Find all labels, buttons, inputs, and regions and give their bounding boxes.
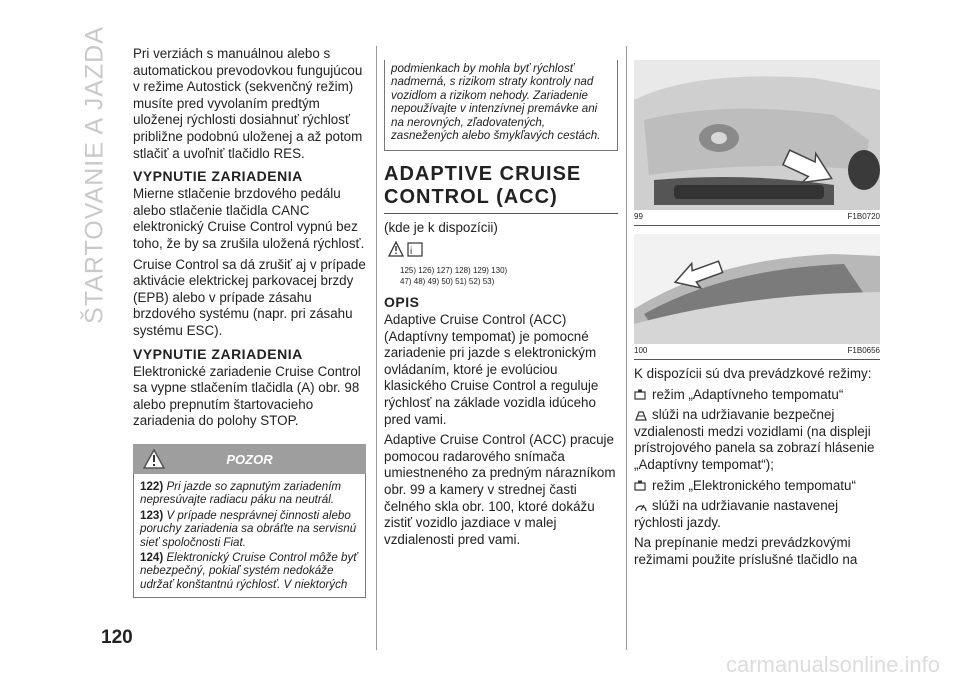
warning-item: 122) Pri jazde so zapnutým zariadením nepresúvajte radiacu páku na neutrál.: [140, 479, 342, 507]
figure-windshield-camera: [634, 234, 880, 344]
mode-item: režim „Elektronického tempomatu“: [634, 478, 880, 495]
paragraph: Adaptive Cruise Control (ACC) pracuje pomocou radarového snímača umiestneného za predným nárazníkom obr. 99 a kamery v strednej časti čelného skla obr. 100, ktoré dokážu zistiť vozidlo jazdiace v malej vzdialenosti pred vami.: [384, 432, 616, 547]
availability-note: (kde je k dispozícii): [384, 220, 498, 236]
warning-item: 123) V prípade nesprávnej činnosti alebo poruchy zariadenia sa obráťte na servisnú sieť spoločnosti Fiat.: [140, 508, 357, 549]
column-divider: [376, 46, 377, 650]
section-heading: VYPNUTIE ZARIADENIA: [133, 168, 303, 185]
warning-box-continuation: [384, 60, 618, 151]
figure-divider: [634, 225, 880, 226]
warning-refs: 125) 126) 127) 128) 129) 130): [400, 266, 508, 276]
warning-title: POZOR: [226, 451, 273, 467]
paragraph: Na prepínanie medzi prevádzkovými režimami použite príslušné tlačidlo na: [634, 535, 858, 567]
speedometer-icon: [634, 501, 648, 513]
car-front-image: [634, 60, 880, 210]
column-1: [133, 46, 366, 598]
column-divider: [626, 46, 627, 650]
section-heading: OPIS: [384, 294, 420, 311]
figure-number: 100: [634, 346, 648, 355]
paragraph: Elektronické zariadenie Cruise Control sa vypne stlačením tlačidla (A) obr. 98 alebo prepnutím štartovacieho zariadenia do polohy STOP.: [133, 363, 361, 429]
mode-description: slúži na udržiavanie bezpečnej vzdialenosti medzi vozidlami (na displeji prístrojového panela sa zobrazí hlásenie „Adaptívny tempomat“);: [634, 407, 875, 472]
warning-item: 124) Elektronický Cruise Control môže byť nebezpečný, pokiaľ systém nedokáže udržať konštantnú rýchlosť. V niektorých: [140, 550, 358, 591]
mode-item: režim „Adaptívneho tempomatu“: [634, 387, 880, 404]
section-heading: VYPNUTIE ZARIADENIA: [133, 345, 303, 362]
section-side-tab: ŠTARTOVANIE A JAZDA: [80, 26, 109, 324]
paragraph: Adaptive Cruise Control (ACC) (Adaptívny tempomat) je pomocné zariadenie pri jazde s elektronickým ovládaním, ktoré je evolúciou klasického Cruise Control a reguluje rýchlosť na základe vozidla idúceho pred vami.: [384, 312, 599, 427]
section-title: ADAPTIVE CRUISE CONTROL (ACC): [384, 163, 582, 209]
figure-caption: [634, 346, 880, 355]
column-3: [634, 60, 880, 573]
warning-and-info-icon: [388, 241, 428, 259]
figure-car-front-radar: [634, 60, 880, 210]
page-number: 120: [101, 627, 133, 648]
figure-code: F1B0720: [847, 212, 880, 221]
adaptive-cruise-icon: [634, 389, 648, 401]
figure-number: 99: [634, 212, 643, 221]
cruise-control-icon: [634, 480, 648, 492]
figure-divider: [634, 359, 880, 360]
warning-box-header: [133, 444, 366, 474]
column-2: [384, 60, 618, 552]
figure-code: F1B0656: [847, 346, 880, 355]
windshield-image: [634, 234, 880, 344]
paragraph: Mierne stlačenie brzdového pedálu alebo stlačenie tlačidla CANC elektronický Cruise Control vypnú bez toho, že by sa zrušila uložená rýchlosť.: [133, 186, 365, 251]
mode-description: slúži na udržiavanie nastavenej rýchlosti jazdy.: [634, 498, 839, 530]
paragraph: Pri verziách s manuálnou alebo s automatickou prevodovkou fungujúcou v režime Autostick (sekvenčný režim) musíte pred vyvolaním predtým uloženej rýchlosti dosiahnuť rýchlosť približne podobnú uloženej a až potom stlačiť a uvoľniť tlačidlo RES.: [133, 46, 363, 161]
figure-caption: [634, 212, 880, 221]
warning-text: podmienkach by mohla byť rýchlosť nadmerná, s rizikom straty kontroly nad vozidlom a rizikom nehody. Zariadenie nepoužívajte v intenzívnej premávke ani na nerovných, zľadovatených, zasnežených alebo šmykľavých cestách.: [391, 62, 601, 143]
paragraph: K dispozícii sú dva prevádzkové režimy:: [634, 366, 872, 381]
title-rule: [384, 213, 618, 214]
note-refs: 47) 48) 49) 50) 51) 52) 53): [400, 277, 495, 287]
cruise-distance-icon: [634, 410, 648, 422]
svg-text:i: i: [410, 246, 413, 258]
watermark: carmanualsonline.info: [725, 652, 940, 677]
paragraph: Cruise Control sa dá zrušiť aj v prípade aktivácie elektrickej parkovacej brzdy (EPB) alebo v prípade zásahu brzdového systému (napr. pri zásahu systému ESC).: [133, 256, 366, 338]
warning-box-body: [133, 474, 366, 598]
